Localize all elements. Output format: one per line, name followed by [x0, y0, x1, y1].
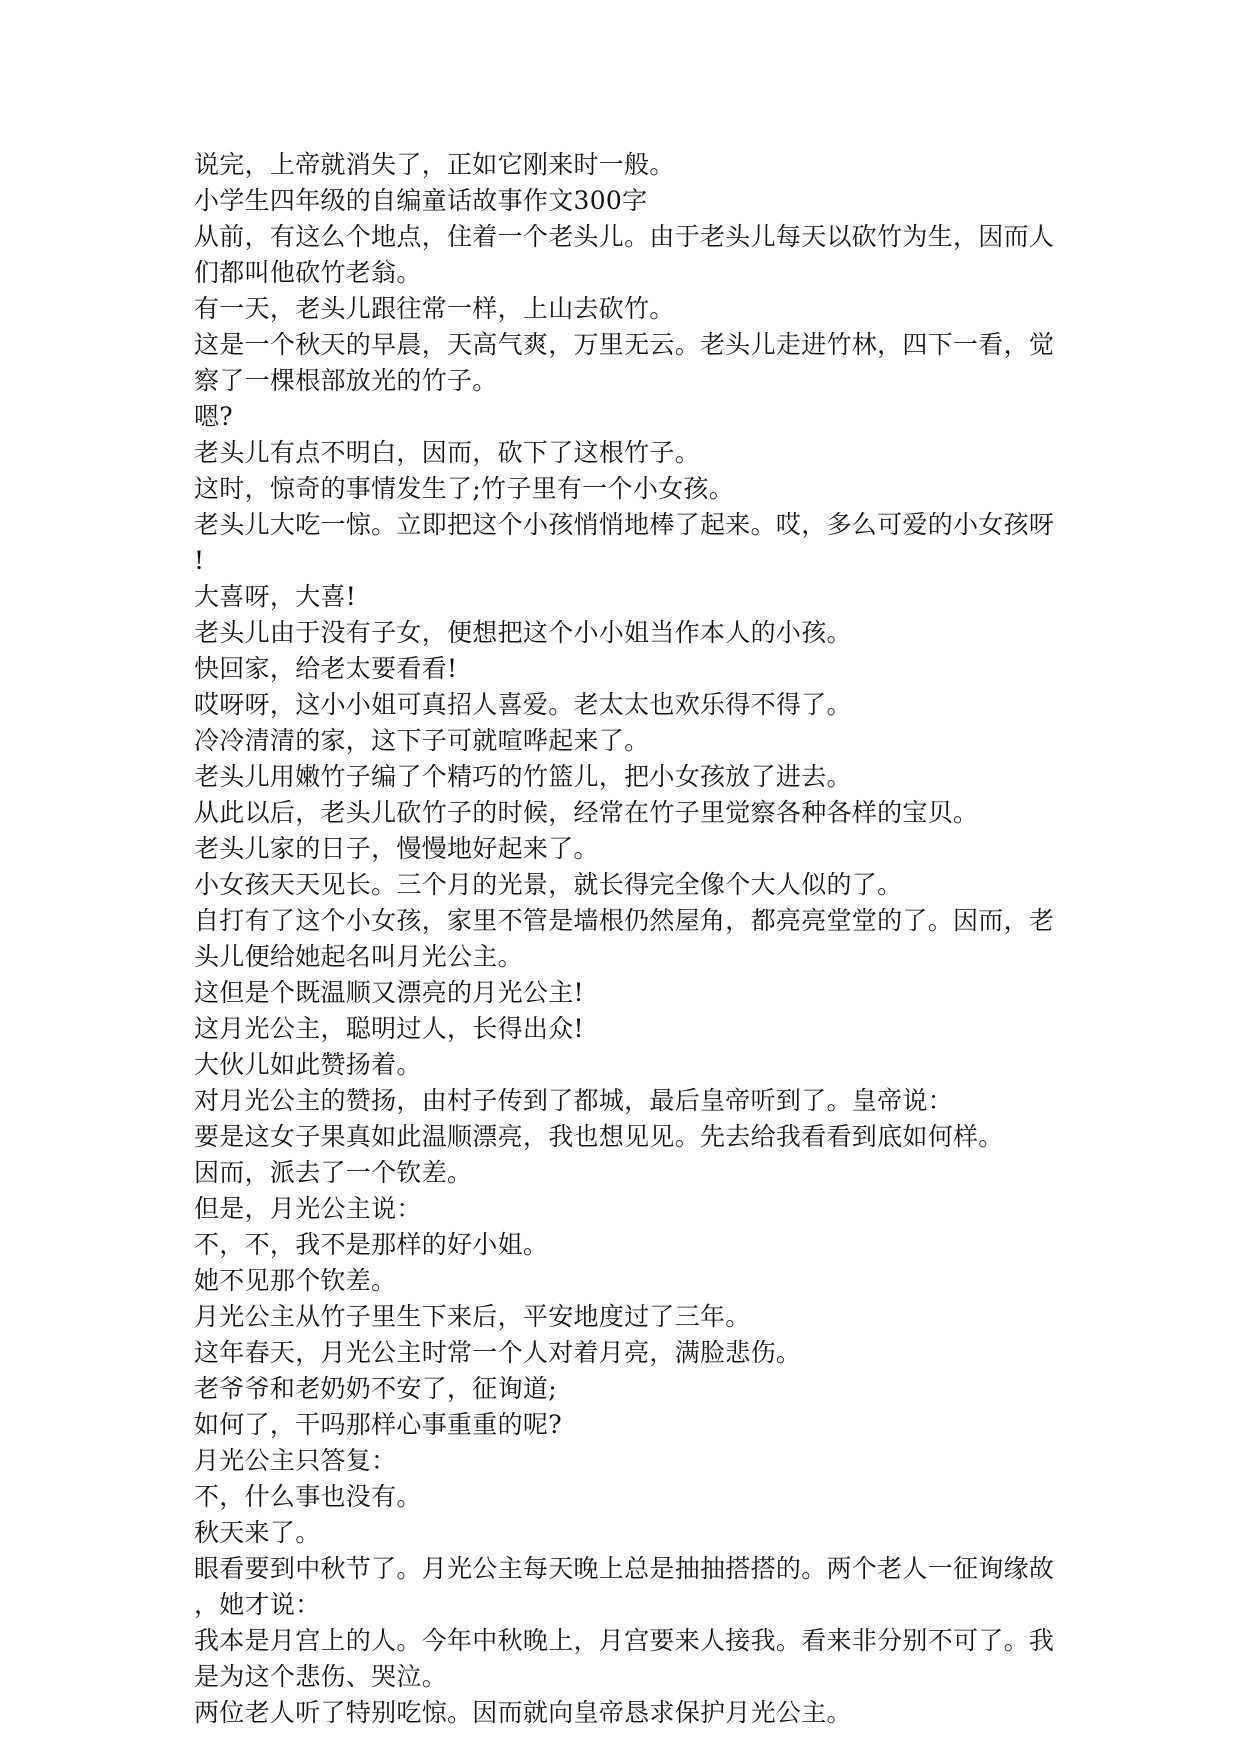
text-line: 月光公主只答复： — [194, 1446, 397, 1475]
text-line: 快回家，给老太要看看! — [194, 654, 458, 683]
text-line: 哎呀呀，这小小姐可真招人喜爱。老太太也欢乐得不得了。 — [194, 690, 852, 719]
text-line: 自打有了这个小女孩，家里不管是墙根仍然屋角，都亮亮堂堂的了。因而，老 — [194, 906, 1055, 935]
text-line: 这年春天，月光公主时常一个人对着月亮，满脸悲伤。 — [194, 1338, 802, 1367]
text-line: 是为这个悲伤、哭泣。 — [194, 1662, 448, 1691]
text-line: 这月光公主，聪明过人，长得出众! — [194, 1014, 584, 1043]
text-line: 两位老人听了特别吃惊。因而就向皇帝恳求保护月光公主。 — [194, 1698, 852, 1727]
text-line: 秋天来了。 — [194, 1518, 321, 1547]
text-line: 从前，有这么个地点，住着一个老头儿。由于老头儿每天以砍竹为生，因而人 — [194, 222, 1055, 251]
text-line: 她不见那个钦差。 — [194, 1266, 397, 1295]
text-line: 不，不，我不是那样的好小姐。 — [194, 1230, 549, 1259]
text-line: 察了一棵根部放光的竹子。 — [194, 366, 498, 395]
text-line: 老爷爷和老奶奶不安了，征询道; — [194, 1374, 557, 1403]
text-line: 老头儿由于没有子女，便想把这个小小姐当作本人的小孩。 — [194, 618, 852, 647]
text-line: 但是，月光公主说： — [194, 1194, 422, 1223]
document-body — [194, 147, 1054, 1731]
text-line: 这是一个秋天的早晨，天高气爽，万里无云。老头儿走进竹林，四下一看，觉 — [194, 330, 1055, 359]
text-line: 冷冷清清的家，这下子可就喧哗起来了。 — [194, 726, 650, 755]
text-line: 小女孩天天见长。三个月的光景，就长得完全像个大人似的了。 — [194, 870, 903, 899]
text-line: 们都叫他砍竹老翁。 — [194, 258, 422, 287]
text-line: 老头儿家的日子，慢慢地好起来了。 — [194, 834, 599, 863]
text-line: ，她才说： — [194, 1590, 321, 1619]
text-line: 大喜呀，大喜! — [194, 582, 357, 611]
text-line: 不，什么事也没有。 — [194, 1482, 422, 1511]
text-line: 老头儿有点不明白，因而，砍下了这根竹子。 — [194, 438, 701, 467]
text-line: 要是这女子果真如此温顺漂亮，我也想见见。先去给我看看到底如何样。 — [194, 1122, 1004, 1151]
text-line: 老头儿大吃一惊。立即把这个小孩悄悄地棒了起来。哎，多么可爱的小女孩呀 — [194, 510, 1055, 539]
text-line: 这时，惊奇的事情发生了;竹子里有一个小女孩。 — [194, 474, 735, 503]
text-line: 大伙儿如此赞扬着。 — [194, 1050, 422, 1079]
text-line: 嗯? — [194, 402, 234, 431]
text-line: 对月光公主的赞扬，由村子传到了都城，最后皇帝听到了。皇帝说： — [194, 1086, 954, 1115]
text-line: 小学生四年级的自编童话故事作文300字 — [194, 186, 648, 215]
text-line: 如何了，干吗那样心事重重的呢? — [194, 1410, 562, 1439]
text-line: 头儿便给她起名叫月光公主。 — [194, 942, 523, 971]
text-line: 眼看要到中秋节了。月光公主每天晚上总是抽抽搭搭的。两个老人一征询缘故 — [194, 1554, 1055, 1583]
text-line: 月光公主从竹子里生下来后，平安地度过了三年。 — [194, 1302, 751, 1331]
text-line: 有一天，老头儿跟往常一样，上山去砍竹。 — [194, 294, 675, 323]
text-line: 老头儿用嫩竹子编了个精巧的竹篮儿，把小女孩放了进去。 — [194, 762, 852, 791]
text-line: 因而，派去了一个钦差。 — [194, 1158, 473, 1187]
text-line: 这但是个既温顺又漂亮的月光公主! — [194, 978, 584, 1007]
text-line: 说完，上帝就消失了，正如它刚来时一般。 — [194, 150, 675, 179]
text-line: ! — [194, 546, 205, 575]
text-line: 从此以后，老头儿砍竹子的时候，经常在竹子里觉察各种各样的宝贝。 — [194, 798, 979, 827]
text-line: 我本是月宫上的人。今年中秋晚上，月宫要来人接我。看来非分别不可了。我 — [194, 1626, 1055, 1655]
